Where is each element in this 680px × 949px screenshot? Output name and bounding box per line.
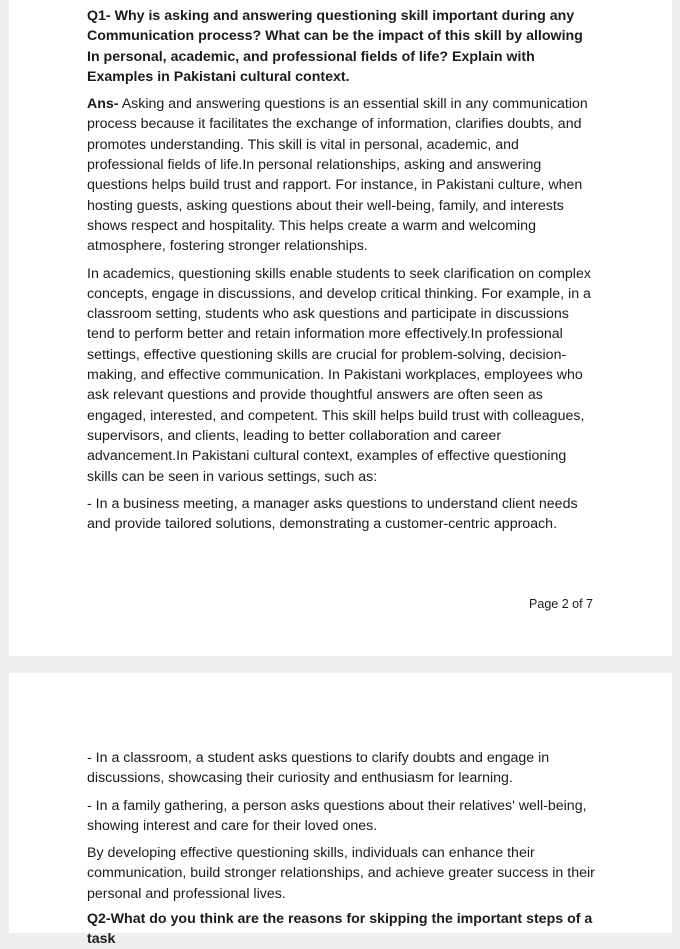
academics-paragraph: In academics, questioning skills enable students to seek clarification on complex concepts, engage in discussions, and develop critical thinking. For example, in a classroom setting, students who ask questions and participate in discussions tend to perform better and retain information more effectively.In professional settings, effective questioning skills are crucial for problem-solving, decision-making, and effective communication. In Pakistani workplaces, employees who ask relevant questions and provide thoughtful answers are often seen as engaged, interested, and competent. This skill helps build trust with colleagues, supervisors, and clients, leading to better collaboration and career advancement.In Pakistani cultural context, examples of effective questioning skills can be seen in various settings, such as: xyxy=(87,265,591,485)
document-page-3 xyxy=(9,673,672,948)
conclusion-paragraph: By developing effective questioning skills, individuals can enhance their communication, build stronger relationships, and achieve greater success in their personal and professional lives. xyxy=(87,845,595,902)
example-bullet-classroom: - In a classroom, a student asks questions to clarify doubts and engage in discussions, showcasing their curiosity and enthusiasm for learning. xyxy=(87,750,550,787)
page-content xyxy=(87,748,597,948)
document-page-2 xyxy=(9,0,672,656)
next-question-cutoff xyxy=(87,911,597,948)
answer-label: Ans- xyxy=(87,96,119,113)
question-heading: Q1- Why is asking and answering questioning skill important during any Communication process? What can be the impact of this skill by allowing In personal, academic, and professional fields of life? Explain with Examples in Pakistani cultural context. xyxy=(87,8,583,85)
next-question-heading: Q2-What do you think are the reasons for skipping the important steps of a task xyxy=(87,911,593,948)
example-bullet-family: - In a family gathering, a person asks questions about their relatives' well-being, showing interest and care for their loved ones. xyxy=(87,797,587,834)
example-bullet-business: - In a business meeting, a manager asks questions to understand client needs and provide tailored solutions, demonstrating a customer-centric approach. xyxy=(87,495,578,533)
answer-intro-text: Asking and answering questions is an essential skill in any communication process because it facilitates the exchange of information, clarifies doubts, and promotes understanding. This skill is vital in personal, academic, and professional fields of life.In personal relationships, asking and answering questions helps build trust and rapport. For instance, in Pakistani culture, when hosting guests, asking questions about their well-being, family, and interests shows respect and hospitality. This helps create a warm and welcoming atmosphere, fostering stronger relationships. xyxy=(87,96,588,255)
answer-paragraph xyxy=(87,94,597,256)
page-content xyxy=(87,6,597,541)
page-number: Page 2 of 7 xyxy=(529,597,593,611)
